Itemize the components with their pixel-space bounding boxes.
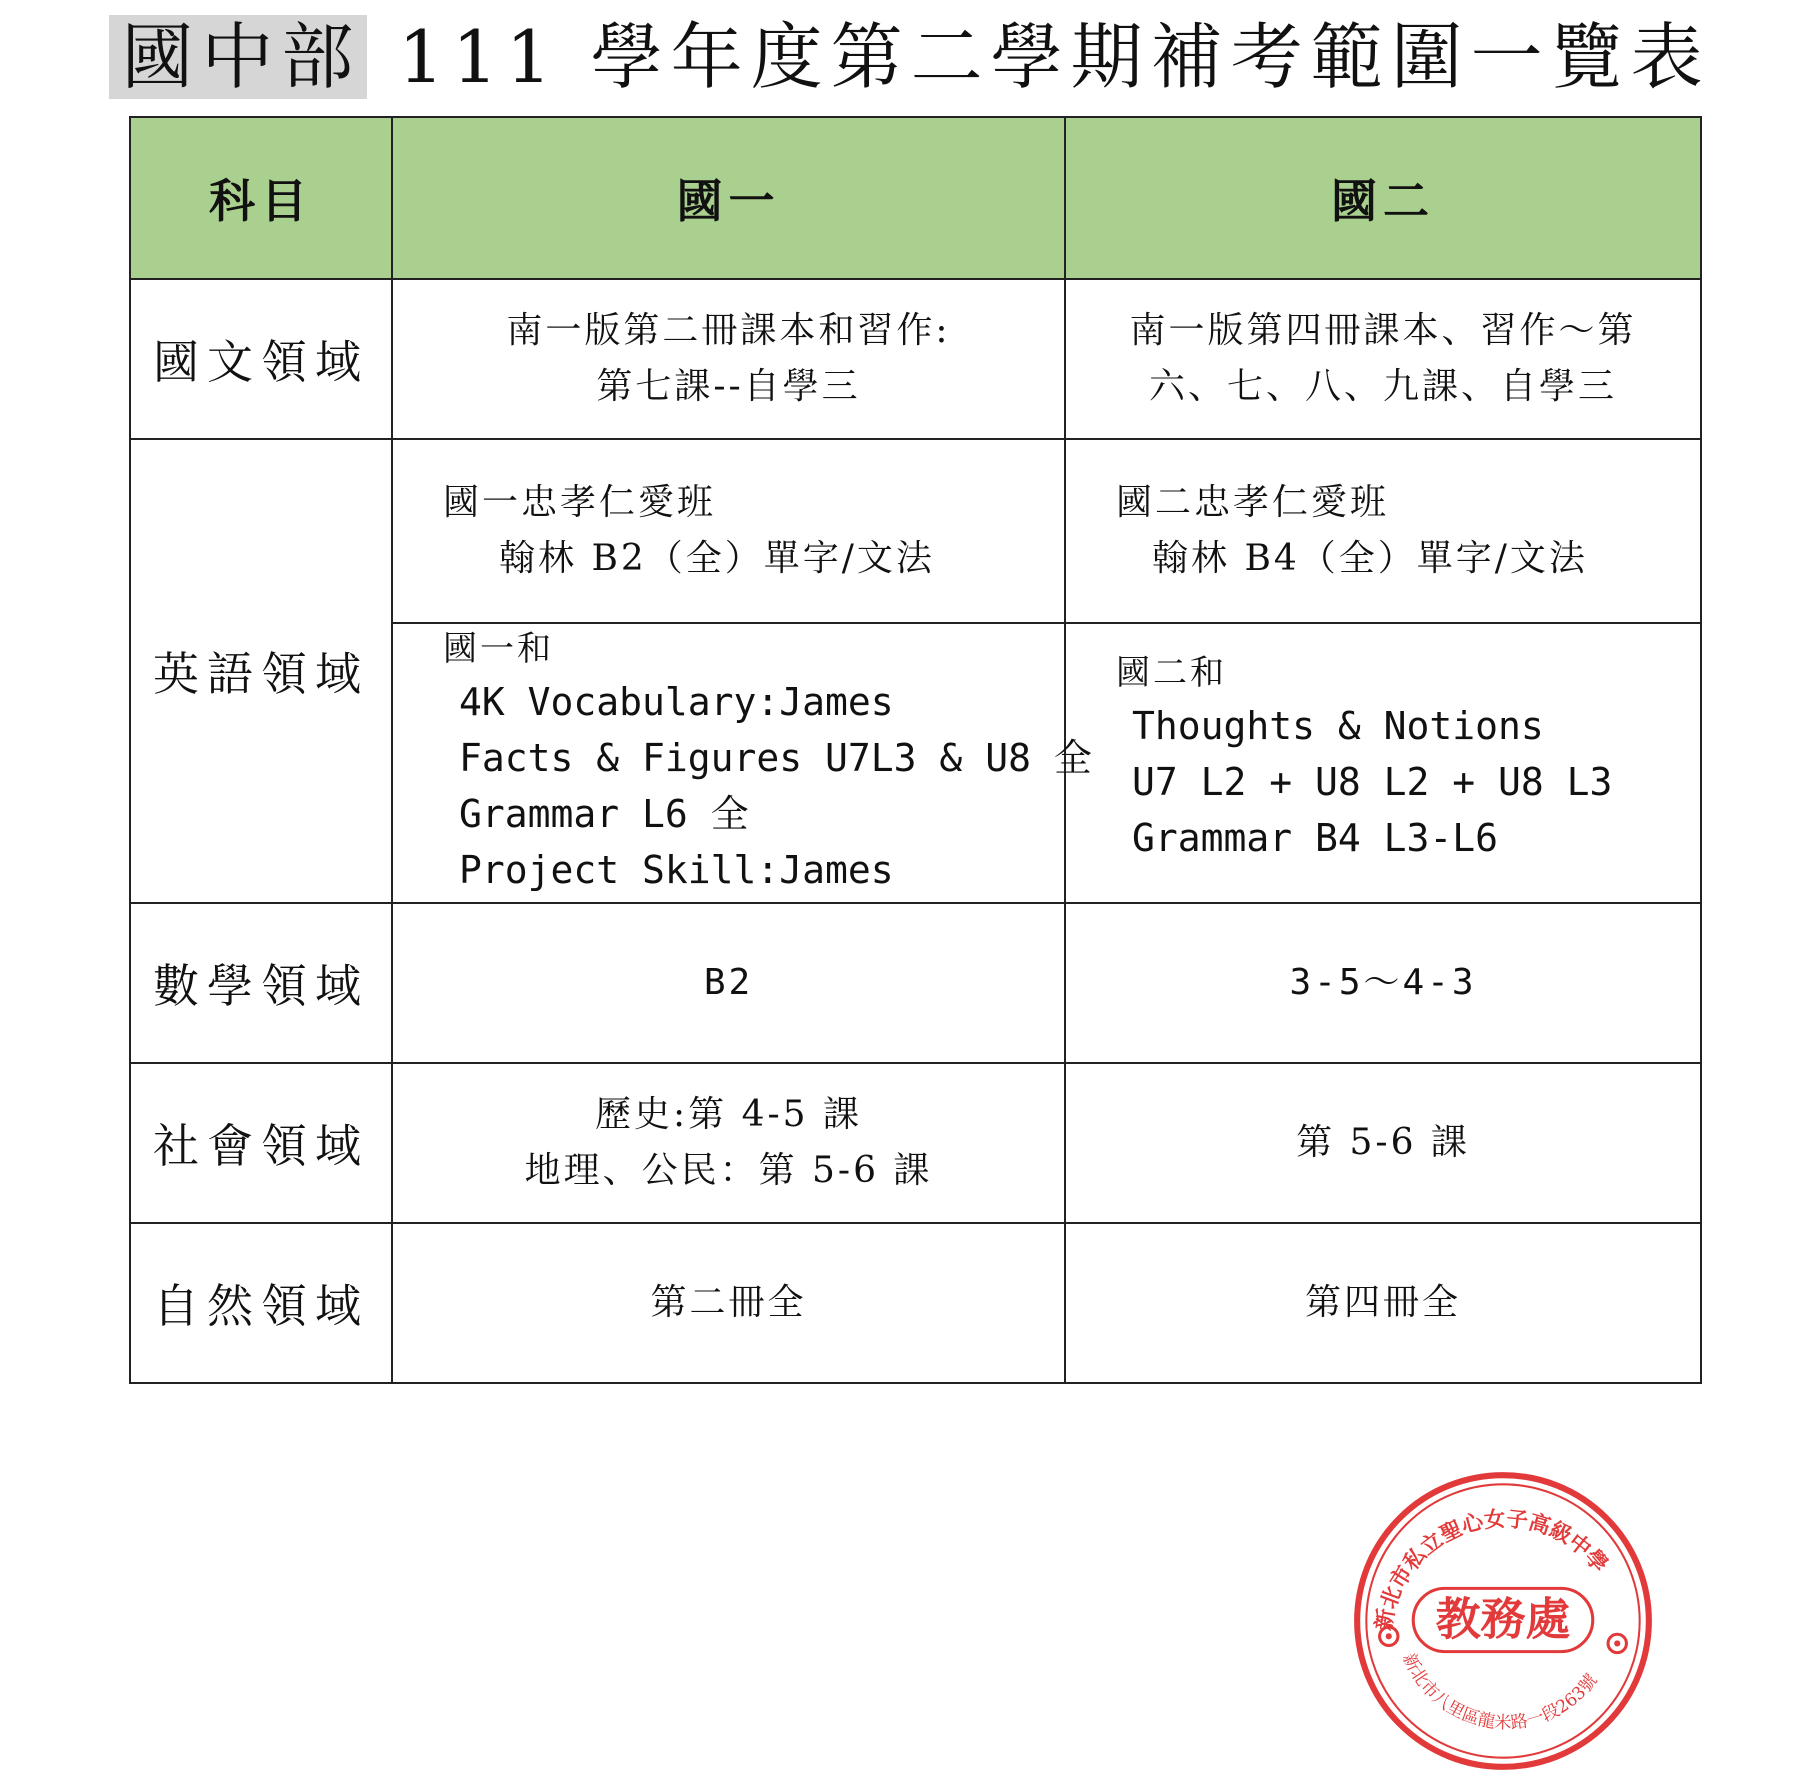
subject-science: 自然領域 (130, 1223, 392, 1383)
subject-chinese: 國文領域 (130, 279, 392, 439)
header-subject: 科目 (130, 117, 392, 279)
social-g7-line: 地理、公民：第 5-6 課 (524, 1150, 933, 1191)
english-g7b-line: Project Skill:James (459, 848, 894, 892)
seal-bottom-path: 新北市八里區龍米路一段263號 (1398, 1650, 1602, 1734)
english-g7b-title: 國一和 (443, 629, 554, 669)
subject-math: 數學領域 (130, 903, 392, 1063)
header-grade7: 國一 (392, 117, 1065, 279)
subject-social: 社會領域 (130, 1063, 392, 1223)
chinese-g8-line: 南一版第四冊課本、習作～第 (1129, 310, 1637, 351)
table-row-english-a (130, 439, 1701, 623)
table-row-chinese (130, 279, 1701, 439)
seal-flower-right (1608, 1634, 1626, 1652)
english-grade8-a-cell (1065, 439, 1701, 623)
seal-center-text: 教務處 (1435, 1592, 1571, 1646)
subject-english: 英語領域 (130, 439, 392, 903)
table-row-math (130, 903, 1701, 1063)
english-grade7-a-cell (392, 439, 1065, 623)
exam-scope-table (129, 116, 1702, 1384)
math-grade7-cell: B2 (392, 903, 1065, 1063)
chinese-g7-line: 第七課--自學三 (596, 366, 861, 407)
chinese-g7-line: 南一版第二冊課本和習作: (506, 310, 951, 351)
chinese-grade7-cell (392, 279, 1065, 439)
science-grade8-cell: 第四冊全 (1065, 1223, 1701, 1383)
english-g8a-line: 國二忠孝仁愛班 (1116, 482, 1390, 523)
english-grade7-b-cell (392, 623, 1092, 903)
header-grade8: 國二 (1065, 117, 1701, 279)
table-row-science (130, 1223, 1701, 1383)
english-g7b-line: Grammar L6 全 (459, 792, 749, 836)
seal-bottom-text (1398, 1650, 1602, 1733)
chinese-g8-line: 六、七、八、九課、自學三 (1148, 366, 1617, 407)
english-g7b-line: 4K Vocabulary:James (459, 680, 894, 724)
social-g7-line: 歷史:第 4-5 課 (595, 1094, 862, 1135)
english-g8a-line: 翰林 B4（全）單字/文法 (1152, 538, 1588, 579)
math-grade8-cell: 3-5～4-3 (1065, 903, 1701, 1063)
english-g7a-line: 翰林 B2（全）單字/文法 (499, 538, 935, 579)
english-grade8-b-cell (1065, 623, 1701, 903)
header-row (130, 117, 1701, 279)
english-g7b-line: Facts & Figures U7L3 & U8 全 (459, 736, 1092, 780)
office-seal (1350, 1468, 1656, 1774)
english-g8b-line: U7 L2 + U8 L2 + U8 L3 (1132, 760, 1613, 804)
english-g8b-line: Grammar B4 L3-L6 (1132, 816, 1499, 860)
english-g7a-line: 國一忠孝仁愛班 (443, 482, 717, 523)
social-grade7-cell (392, 1063, 1065, 1223)
chinese-grade8-cell (1065, 279, 1701, 439)
page-title (0, 10, 1820, 105)
science-grade7-cell: 第二冊全 (392, 1223, 1065, 1383)
table-row-social (130, 1063, 1701, 1223)
seal-top-path: 新北市私立聖心女子高級中學 (1371, 1506, 1613, 1633)
social-grade8-cell: 第 5-6 課 (1065, 1063, 1701, 1223)
english-g8b-title: 國二和 (1116, 653, 1227, 693)
department-label: 國中部 (109, 15, 367, 99)
title-text: 111 學年度第二學期補考範圍一覽表 (398, 15, 1711, 99)
english-g8b-line: Thoughts & Notions (1132, 704, 1544, 748)
